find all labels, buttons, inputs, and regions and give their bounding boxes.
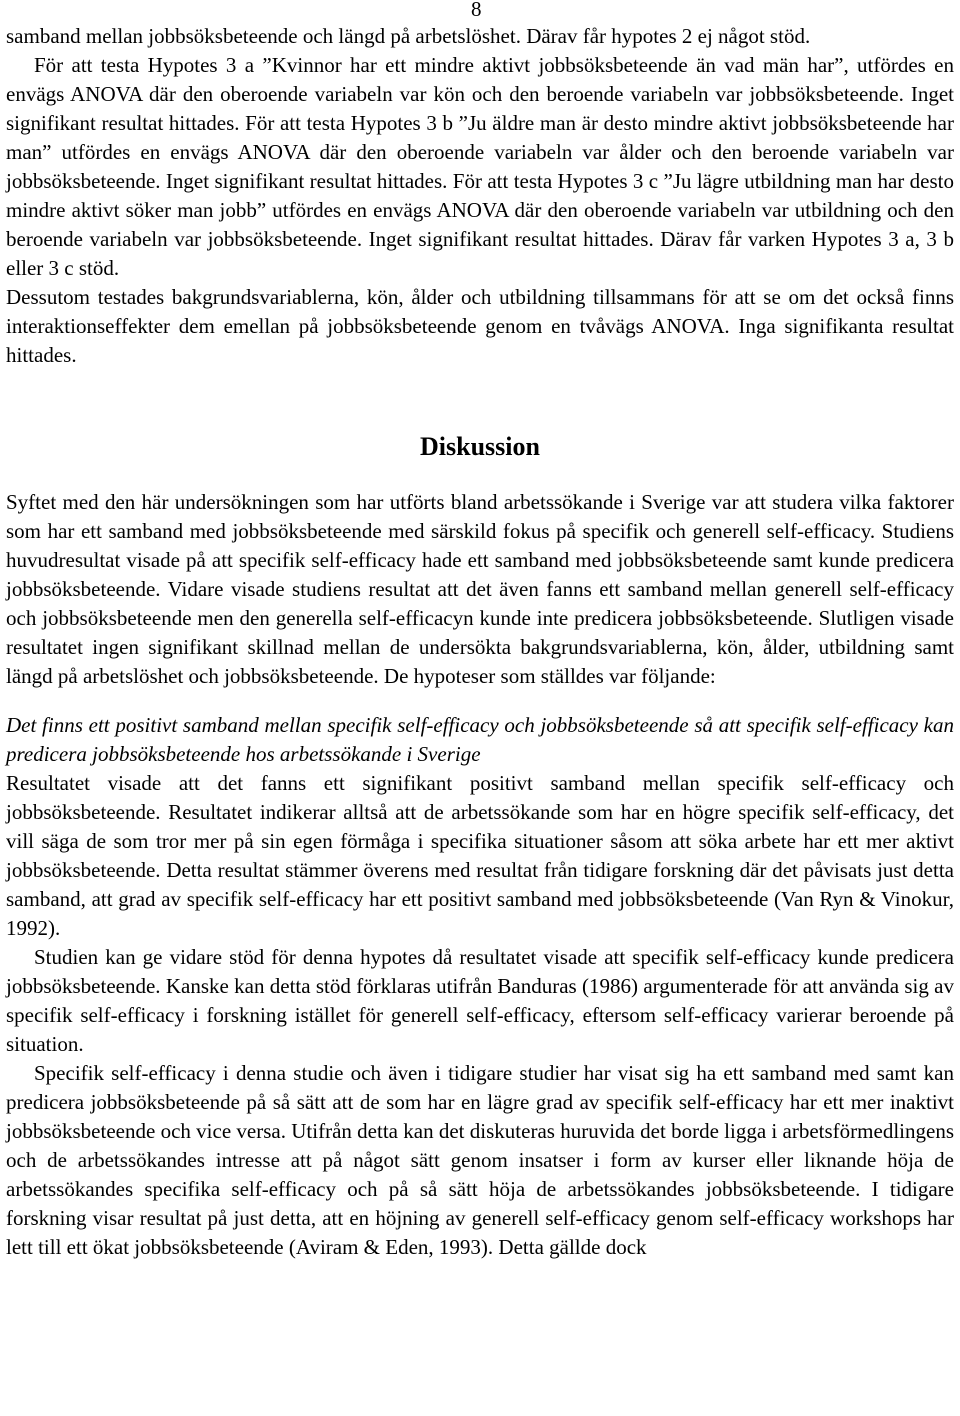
discussion-paragraph-implications: Specifik self-efficacy i denna studie och även i tidigare studier har visat sig ha ett samband med samt kan predicera jobbsöksbeteende på så sätt att de som har en lägre grad av specifik self-efficacy har ett mer inaktivt jobbsöksbeteende och vice versa. Utifrån detta kan det diskuteras huruvida det borde ligga i arbetsförmedlingens och de arbetssökandes intresse att på något sätt genom insatser i form av kurser eller liknande höja de arbetssökandes specifika self-efficacy och på så sätt höja de arbetssökandes jobbsöksbeteende. I tidigare forskning visar resultat på just detta, att en höjning av generell self-efficacy genom self-efficacy workshops har lett till ett ökat jobbsöksbeteende (Aviram & Eden, 1993). Detta gällde dock [6,1061,954,1259]
discussion-paragraph-result: Resultatet visade att det fanns ett signifikant positivt samband mellan specifik self-efficacy och jobbsöksbeteende. Resultatet indikerar alltså att de arbetssökande som har en högre specifik self-efficacy, det vill säga de som tror mer på sin egen förmåga i specifika situationer såsom att söka arbete har ett mer aktivt jobbsöksbeteende. Detta resultat stämmer överens med resultat från tidigare forskning där det påvisats just detta samband, att grad av specifik self-efficacy har ett positivt samband med jobbsöksbeteende (Van Ryn & Vinokur, 1992). [6,771,954,940]
results-paragraph-continued: samband mellan jobbsöksbeteende och längd på arbetslöshet. Därav får hypotes 2 ej något stöd. [6,24,811,48]
section-heading-diskussion: Diskussion [420,432,540,461]
results-paragraph-interaction: Dessutom testades bakgrundsvariablerna, kön, ålder och utbildning tillsammans för att se om det också finns interaktionseffekter dem emellan på jobbsöksbeteende genom en tvåvägs ANOVA. Inga signifikanta resultat hittades. [6,285,954,367]
discussion-paragraph-prediction: Studien kan ge vidare stöd för denna hypotes då resultatet visade att specifik self-efficacy kunde predicera jobbsöksbeteende. Kanske kan detta stöd förklaras utifrån Banduras (1986) argumenterade för att använda sig av specifik self-efficacy i forskning istället för generell self-efficacy, eftersom self-efficacy varierar beroende på situation. [6,945,954,1056]
discussion-paragraph-summary: Syftet med den här undersökningen som har utförts bland arbetssökande i Sverige var att studera vilka faktorer som har ett samband med jobbsöksbeteende med särskild fokus på specifik och generell self-efficacy. Studiens huvudresultat visade på att specifik self-efficacy hade ett samband med jobbsöksbeteende samt kunde predicera jobbsöksbeteende. Vidare visade studiens resultat att det även fanns ett samband mellan generell self-efficacy och jobbsöksbeteende men den generella self-efficacyn kunde inte predicera jobbsöksbeteende. Slutligen visade resultatet ingen signifikant skillnad mellan de undersökta bakgrundsvariablerna, kön, ålder, utbildning samt längd på arbetslöshet och jobbsöksbeteende. De hypoteser som ställdes var följande: [6,490,954,688]
page-number: 8 [471,0,482,21]
section-spacer [6,370,954,410]
results-paragraph-hypothesis-3: För att testa Hypotes 3 a ”Kvinnor har ett mindre aktivt jobbsöksbeteende än vad män har”, utfördes en envägs ANOVA där den oberoende variabeln var kön och den beroende variabeln var jobbsöksbeteende. Inget signifikant resultat hittades. För att testa Hypotes 3 b ”Ju äldre man är desto mindre aktivt jobbsöksbeteende har man” utfördes en envägs ANOVA där den oberoende variabeln var ålder och den beroende variabeln var jobbsöksbeteende. Inget signifikant resultat hittades. För att testa Hypotes 3 c ”Ju lägre utbildning man har desto mindre aktivt söker man jobb” utfördes en envägs ANOVA där den oberoende variabeln var utbildning och den beroende variabeln var jobbsöksbeteende. Inget signifikant resultat hittades. Därav får varken Hypotes 3 a, 3 b eller 3 c stöd. [6,53,954,280]
hypothesis-spacer [6,691,954,711]
discussion-hypothesis: Det finns ett positivt samband mellan specifik self-efficacy och jobbsöksbeteende så att specifik self-efficacy kan predicera jobbsöksbeteende hos arbetssökande i Sverige [6,713,954,766]
page-content [6,22,954,1262]
